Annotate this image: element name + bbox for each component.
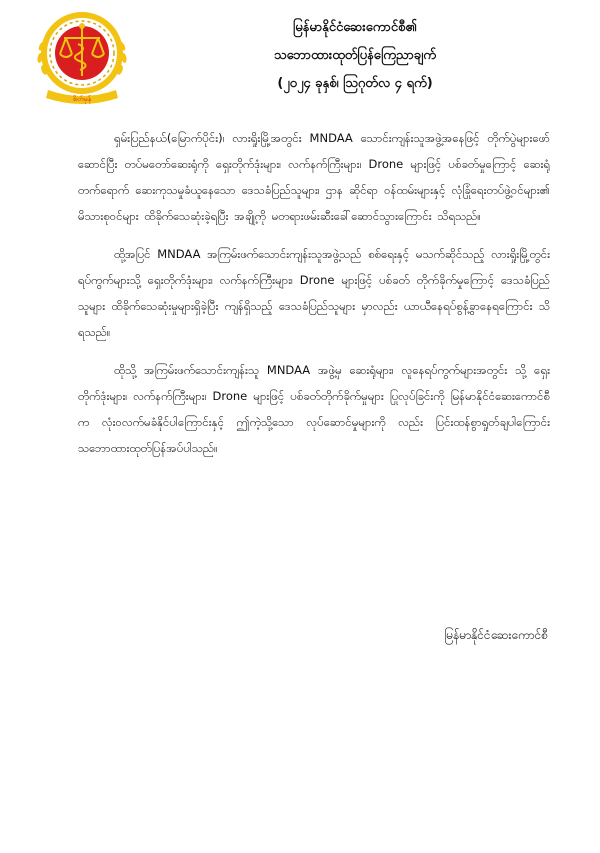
logo-caption: စိတ်မှန် <box>72 95 92 103</box>
document-type: သဘောထားထုတ်ပြန်ကြေညာချက် <box>274 48 436 63</box>
signature: မြန်မာနိုင်ငံဆေးကောင်စီ <box>444 628 548 642</box>
paragraph-2: ထို့အပြင် MNDAA အကြမ်းဖက်သောင်းကျန်းသူအဖွဲ့သည် စစ်ရေးနှင့် မသက်ဆိုင်သည့် လားရှိုးမြို့တွင်း ရပ်ကွက်များသို့ ရှေးတိုက်ဒုံးများ၊ လက်နက်ကြီးများ၊ Drone များဖြင့် ပစ်ခတ် တိုက်ခိုက်မှုကြောင့် ဒေသခံပြည်သူများ ထိခိုက်သေဆုံးမှုများရှိခဲ့ပြီး ကျန်ရှိသည့် ဒေသခံပြည်သူများ မှာလည်း ယာယီနေရပ်စွန့်ခွာနေရကြောင်း သိရသည်။ <box>78 247 550 339</box>
paragraph-3: ထိုသို့ အကြမ်းဖက်သောင်းကျန်းသူ MNDAA အဖွဲ့မှ ဆေးရုံများ၊ လူနေရပ်ကွက်များအတွင်း သို့ ရှေးတိုက်ဒုံးများ၊ လက်နက်ကြီးများ၊ Drone များဖြင့် ပစ်ခတ်တိုက်ခိုက်မှုများ ပြုလုပ်ခြင်းကို မြန်မာနိုင်ငံဆေးကောင်စီက လုံးဝလက်မခံနိုင်ပါကြောင်းနှင့် ဤကဲ့သို့သော လုပ်ဆောင်မှုများကို လည်း ပြင်းထန်စွာရှုတ်ချပါကြောင်း သဘောထားထုတ်ပြန်အပ်ပါသည်။ <box>78 363 550 455</box>
statement-body <box>78 125 550 473</box>
statement-date: (၂၀၂၄ ခုနှစ်၊ ဩဂုတ်လ ၄ ရက်) <box>277 76 433 91</box>
org-title: မြန်မာနိုင်ငံဆေးကောင်စီ၏ <box>293 20 417 35</box>
statement-header <box>120 14 590 98</box>
paragraph-1: ရှမ်းပြည်နယ်(မြောက်ပိုင်း)၊ လားရှိုးမြို့အတွင်း MNDAA သောင်းကျန်းသူအဖွဲ့အနေဖြင့် တိုက်ပွဲများဖော်ဆောင်ပြီး တပ်မတော်ဆေးရုံကို ရှေးတိုက်ဒုံးများ၊ လက်နက်ကြီးများ၊ Drone များဖြင့် ပစ်ခတ်မှုကြောင့် ဆေးရုံတက်ရောက် ဆေးကုသမှုခံယူနေသော ဒေသခံပြည်သူများ၊ ဌာန ဆိုင်ရာ ဝန်ထမ်းများနှင့် လုံခြုံရေးတပ်ဖွဲ့ဝင်များ၏ မိသားစုဝင်များ ထိခိုက်သေဆုံးခဲ့ရပြီး အချို့ကို မတရားဖမ်းဆီးခေါ်ဆောင်သွားကြောင်း သိရသည်။ <box>78 131 550 223</box>
